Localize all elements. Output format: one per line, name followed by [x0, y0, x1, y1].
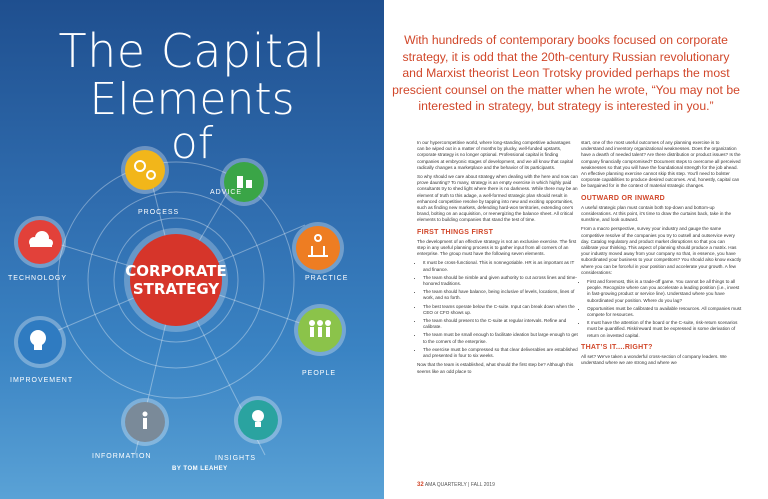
section-heading: THAT’S IT....RIGHT? [581, 343, 653, 351]
paragraph: From a macro perspective, survey your industry and gauge the same competitive resolve of the companies you try to outsell and outservice every day. Catalog regulatory and product market disruptions so that you can calibrate your thinking. This aspect of planning should produce a matrix. Has your industry moved away from your company so that, in essence, you have subordinated your business to your competitors? You should also know exactly where you can be forceful in your position and accelerate your growth. A few considerations: [581, 226, 742, 275]
list-item: • First and foremost, this is a trade-off game. You cannot be all things to all people. Recognize where can you accelerate a leading position (i.e., invest in fast-growing product or service line). Understand where you have subordinated your position. Where do you lag? [587, 279, 743, 304]
page-number: 32 [417, 482, 424, 488]
paragraph: In our hypercompetitive world, where long-standing competitive advantages can be wiped out in a matter of months by plucky, well-funded upstarts, corporate strategy is no longer optional. Professional capital is finding companies at embryonic stages of development, and we all know that capital radically changes a marketplace and the behavior of its participants. [417, 140, 574, 170]
node-advice [210, 158, 268, 206]
node-label-insights: INSIGHTS [215, 455, 257, 462]
node-insights [215, 396, 282, 462]
pull-quote: With hundreds of contemporary books focused on corporate strategy, it is odd that the 20th-century Russian revolutionary and Marxist theorist Leon Trotsky provided perhaps the most prescient counsel on the matter when he wrote, “You may not be interested in strategy, but strategy is interested in you.” [392, 33, 740, 113]
node-label-advice: ADVICE [210, 189, 243, 196]
page-footer: 32 AMA QUARTERLY | FALL 2019 [417, 482, 495, 488]
title-line-3: of [170, 118, 214, 169]
node-people [294, 304, 346, 377]
byline: BY TOM LEAHEY [172, 466, 228, 472]
node-improvement [10, 316, 73, 384]
node-label-process: PROCESS [138, 209, 180, 216]
node-label-information: INFORMATION [92, 453, 152, 460]
list-item: • The best teams operate below the C-suite. Input can break down when the CEO or CFO shows up. [423, 304, 579, 316]
bullet-list [581, 279, 743, 339]
people-icon [309, 320, 331, 337]
node-information [92, 398, 169, 460]
node-label-people: PEOPLE [302, 370, 337, 377]
strategy-wheel-diagram [0, 130, 384, 499]
node-label-technology: TECHNOLOGY [8, 275, 68, 282]
title-line-2: Elements [89, 74, 295, 125]
info-icon [143, 412, 148, 430]
section-heading: OUTWARD OR INWARD [581, 194, 666, 202]
publication-name: AMA QUARTERLY [424, 482, 467, 488]
list-item: • It must be cross-functional. This is nonnegotiable. HR is as important as IT and finance. [423, 260, 579, 272]
article-column-2 [581, 140, 743, 370]
title-line-1: The Capital [58, 24, 326, 78]
center-label-line-2: STRATEGY [132, 280, 220, 298]
section-heading: FIRST THINGS FIRST [417, 228, 494, 236]
list-item: • It must have the attention of the board or the C-suite, risk-return scenarios must be quantified. Risk/reward must be expressed in some derivation of return on invested capital. [587, 320, 743, 339]
node-label-practice: PRACTICE [305, 275, 349, 282]
paragraph: A useful strategic plan must contain both top-down and bottom-up considerations. At this point, it’s time to draw the curtains back, take in the sunshine, and look outward. [581, 204, 732, 223]
bullet-list [417, 260, 579, 359]
list-item: • The team should present to the C-suite at regular intervals. Refine and calibrate. [423, 318, 579, 330]
list-item: • The team must be small enough to facilitate ideation but large enough to get to the corners of the enterprise. [423, 332, 579, 344]
node-practice [292, 222, 348, 282]
paragraph: So why should we care about strategy when dealing with the here and now can prove daunting? To many, strategy is an empty exercise in which highly paid consultants try to shed light where there is no darkness. While there may be an element of truth to this adage, a well-formed strategic plan should result in enhanced competitive resolve by tapping into new and exciting opportunities, such as finding new markets, defending hard-won territories, extending one’s brand, bolting on an acquisition, or reenergizing the balance sheet. All critical elements to building companies that stand the test of time. [417, 174, 578, 223]
article-column-1 [417, 140, 579, 378]
list-item: • The team should have balance, being inclusive of levels, locations, lines of work, and so forth. [423, 289, 579, 301]
list-item: • The team should be nimble and given authority to cut across lines and time-honored traditions. [423, 275, 579, 287]
paragraph: All set? We’ve taken a wonderful cross-section of company leaders. We understand where we are strong and where we [581, 354, 727, 366]
list-item: • The exercise must be compressed so that clear deliverables are established and presented in four to six weeks. [423, 347, 579, 359]
paragraph: The development of an effective strategy is not an exclusive exercise. The first step in any useful planning process is to gather input from all corners of an enterprise. The group must have the following seven elements. [417, 238, 577, 257]
issue-date: FALL 2019 [470, 482, 495, 488]
paragraph: start, one of the most useful outcomes of any planning exercise is to understand and inventory organizational weaknesses. Does the organization have a dearth of needed talent? Are there distribution or product issues? Is the company financially compromised? Document steps to overcome all perceived weaknesses so that you will have the foundational strength for the job ahead. An effective planning exercise cannot skip this step. You’ll need to bolster corporate capabilities to produce desired outcomes. And, honestly, capital can be bargained for in the context of material strategic changes. [581, 140, 741, 189]
list-item: • Opportunities must be calibrated to available resources. All companies must compete for resources. [587, 306, 743, 318]
center-label-line-1: CORPORATE [125, 262, 227, 280]
paragraph: Now that the team is established, what should the first step be? Although this seems like an odd place to [417, 362, 574, 374]
node-label-improvement: IMPROVEMENT [10, 377, 74, 384]
